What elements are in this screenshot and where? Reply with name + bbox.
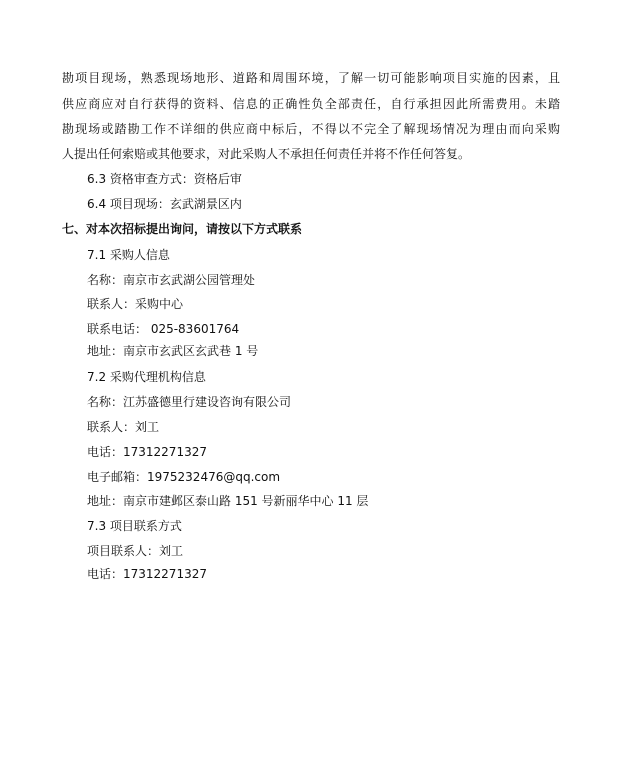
paragraph-line-1: 勘项目现场，熟悉现场地形、道路和周围环境，了解一切可能影响项目实施的因素，且 — [62, 71, 560, 85]
agency-name: 名称：江苏盛德里行建设咨询有限公司 — [87, 395, 292, 409]
project-contact-person: 项目联系人：刘工 — [87, 544, 184, 558]
purchaser-contact: 联系人：采购中心 — [87, 297, 184, 311]
paragraph-line-2: 供应商应对自行获得的资料、信息的正确性负全部责任，自行承担因此所需费用。未踏 — [62, 97, 560, 111]
section-7-heading: 七、对本次招标提出询问，请按以下方式联系 — [62, 222, 303, 236]
purchaser-phone: 联系电话： 025-83601764 — [87, 322, 240, 336]
agency-contact: 联系人：刘工 — [87, 420, 160, 434]
qualification-review-item: 6.3 资格审查方式：资格后审 — [87, 172, 242, 186]
agency-address: 地址：南京市建邺区泰山路 151 号新丽华中心 11 层 — [87, 494, 369, 508]
agency-email: 电子邮箱：1975232476@qq.com — [87, 470, 281, 484]
agency-phone: 电话：17312271327 — [87, 445, 207, 459]
purchaser-name: 名称：南京市玄武湖公园管理处 — [87, 273, 256, 287]
purchaser-info-title: 7.1 采购人信息 — [87, 248, 170, 262]
project-site-item: 6.4 项目现场：玄武湖景区内 — [87, 197, 242, 211]
agency-info-title: 7.2 采购代理机构信息 — [87, 370, 206, 384]
purchaser-address: 地址：南京市玄武区玄武巷 1 号 — [87, 344, 259, 358]
project-contact-phone: 电话：17312271327 — [87, 567, 207, 581]
paragraph-line-3: 勘现场或踏勘工作不详细的供应商中标后，不得以不完全了解现场情况为理由而向采购 — [62, 122, 560, 136]
paragraph-line-4: 人提出任何索赔或其他要求，对此采购人不承担任何责任并将不作任何答复。 — [62, 147, 471, 161]
project-contact-title: 7.3 项目联系方式 — [87, 519, 182, 533]
